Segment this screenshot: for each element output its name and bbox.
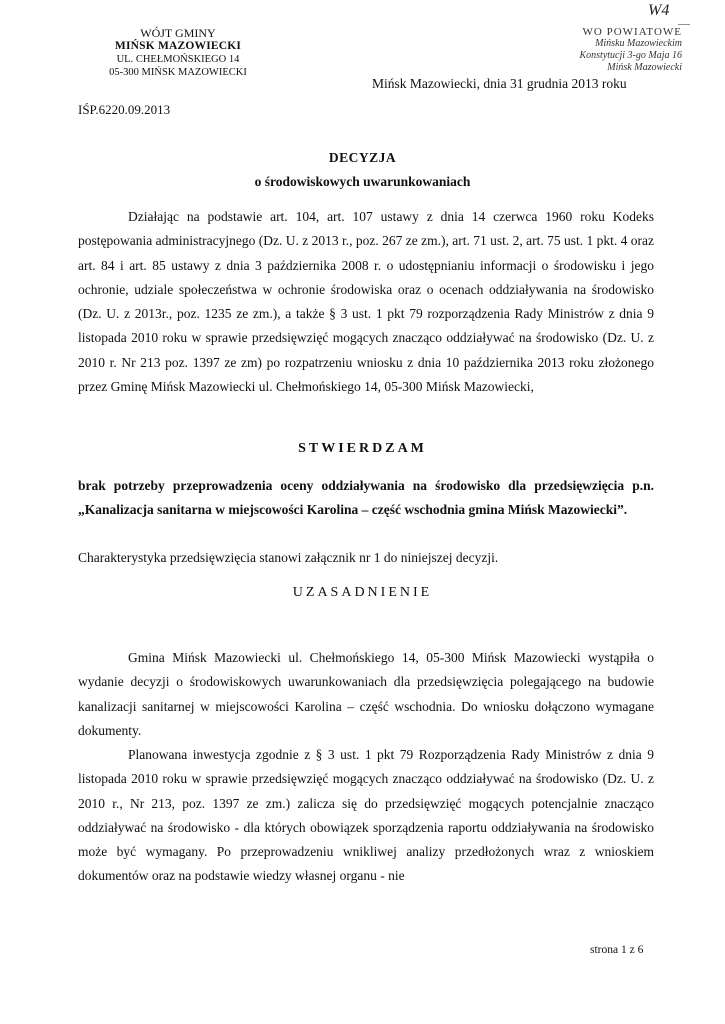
stwierdzam-heading: STWIERDZAM [298,441,427,456]
date-line: Mińsk Mazowiecki, dnia 31 grudnia 2013 roku [372,76,627,91]
receipt-stamp [532,26,682,74]
stamp-line-3: Konstytucji 3-go Maja 16 [579,50,682,61]
document-title: DECYZJA [328,150,397,165]
justification-paragraph-1: Gmina Mińsk Mazowiecki ul. Chełmońskiego 14, 05-300 Mińsk Mazowiecki wystąpiła o wydanie decyzji o środowiskowych uwarunkowaniach dla przedsięwzięcia polegającego na budowie kanalizacji sanitarnej w miejscowości Karolina – część wschodnia. Do wniosku dołączono wymagane dokumenty. [78,650,654,738]
margin-dash: — [678,16,690,30]
legal-basis-paragraph: Działając na podstawie art. 104, art. 107 ustawy z dnia 14 czerwca 1960 roku Kodeks postępowania administracyjnego (Dz. U. z 2013 r., poz. 267 ze zm.), art. 71 ust. 2, art. 75 ust. 1 pkt. 4 oraz art. 84 i art. 85 ustawy z dnia 3 października 2008 r. o udostępnianiu informacji o środowisku i jego ochronie, udziale społeczeństwa w ochronie środowiska oraz o ocenach oddziaływania na środowisko (Dz. U. z 2013r., poz. 1235 ze zm.), a także § 3 ust. 1 pkt 79 rozporządzenia Rady Ministrów z dnia 9 listopada 2010 roku w sprawie przedsięwzięć mogących znacząco oddziaływać na środowisko (Dz. U. z 2010 r. Nr 213 poz. 1397 ze zm) po rozpatrzeniu wniosku z dnia 10 października 2013 roku złożonego przez Gminę Mińsk Mazowiecki ul. Chełmońskiego 14, 05-300 Mińsk Mazowiecki, [78,209,654,395]
authority-header [78,27,278,79]
handwritten-note: W4 [648,2,670,19]
uzasadnienie-heading: UZASADNIENIE [292,585,433,600]
authority-line-2: MIŃSK MAZOWIECKI [114,40,242,52]
justification-paragraph-2: Planowana inwestycja zgodnie z § 3 ust. 1 pkt 79 Rozporządzenia Rady Ministrów z dnia 9 listopada 2010 roku w sprawie przedsięwzięć mogących znacząco oddziaływać na środowisko (Dz. U. z 2010 r., Nr 213, poz. 1397 ze zm.) zalicza się do przedsięwzięć mogących potencjalnie znacząco oddziaływać na środowisko - dla których obowiązek sporządzenia raportu oddziaływania na środowisko może być wymagany. Po przeprowadzeniu wnikliwej analizy przedłożonych wraz z wnioskiem dokumentów oraz na podstawie wiedzy własnej organu - nie [78,747,654,884]
stamp-line-2: Mińsku Mazowieckim [595,38,682,49]
reference-number: IŚP.6220.09.2013 [78,102,171,117]
stamp-line-1: WO POWIATOWE [582,26,682,38]
decision-text: brak potrzeby przeprowadzenia oceny oddziaływania na środowisko dla przedsięwzięcia p.n. „Kanalizacja sanitarna w miejscowości Karolina – część wschodnia gmina Mińsk Mazowiecki”. [78,478,654,518]
page-number: strona 1 z 6 [590,944,644,956]
authority-line-3: UL. CHEŁMOŃSKIEGO 14 [116,54,240,65]
authority-line-1: WÓJT GMINY [140,26,216,40]
attachment-note: Charakterystyka przedsięwzięcia stanowi załącznik nr 1 do niniejszej decyzji. [78,550,499,565]
stamp-line-4: Mińsk Mazowiecki [607,62,682,73]
document-subtitle: o środowiskowych uwarunkowaniach [254,174,471,189]
authority-line-4: 05-300 MIŃSK MAZOWIECKI [109,67,247,78]
